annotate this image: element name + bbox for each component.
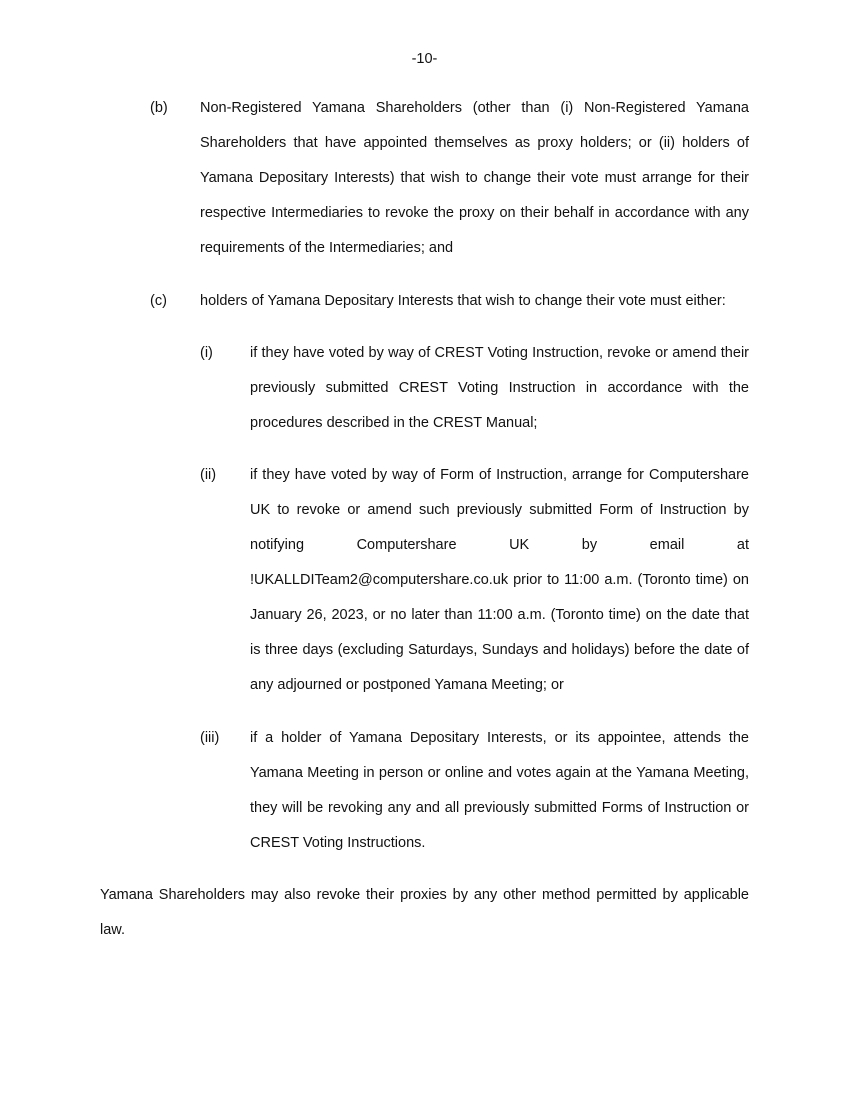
closing-paragraph: Yamana Shareholders may also revoke their proxies by any other method permitted by applicable law. [100,887,749,938]
subclause-ii-text: if they have voted by way of Form of Instruction, arrange for Computershare UK to revoke or amend such previously submitted Form of Instruction by notifying Computershare UK by email at !UKALLDITeam2@computershare.co.uk prior to 11:00 a.m. (Toronto time) on January 26, 2023, or no later than 11:00 a.m. (Toronto time) on the date that is three days (excluding Saturdays, Sundays and holidays) before the date of any adjourned or postponed Yamana Meeting; or [250,467,749,693]
subclause-iii-text: if a holder of Yamana Depositary Interests, or its appointee, attends the Yamana Meeting in person or online and votes again at the Yamana Meeting, they will be revoking any and all previously submitted Forms of Instruction or CREST Voting Instructions. [250,730,749,851]
clause-b-text: Non-Registered Yamana Shareholders (other than (i) Non-Registered Yamana Shareholders that have appointed themselves as proxy holders; or (ii) holders of Yamana Depositary Interests) that wish to change their vote must arrange for their respective Intermediaries to revoke the proxy on their behalf in accordance with any requirements of the Intermediaries; and [200,100,749,256]
subclause-ii-marker: (ii) [200,467,217,483]
clause-c-text: holders of Yamana Depositary Interests that wish to change their vote must either: [200,293,726,309]
clause-b-marker: (b) [150,100,168,116]
subclause-iii-marker: (iii) [200,730,220,746]
subclause-i-text: if they have voted by way of CREST Voting Instruction, revoke or amend their previously submitted CREST Voting Instruction in accordance with the procedures described in the CREST Manual; [250,345,749,431]
subclause-i-marker: (i) [200,345,213,361]
page-number: -10- [411,51,438,67]
clause-c-marker: (c) [150,293,167,309]
